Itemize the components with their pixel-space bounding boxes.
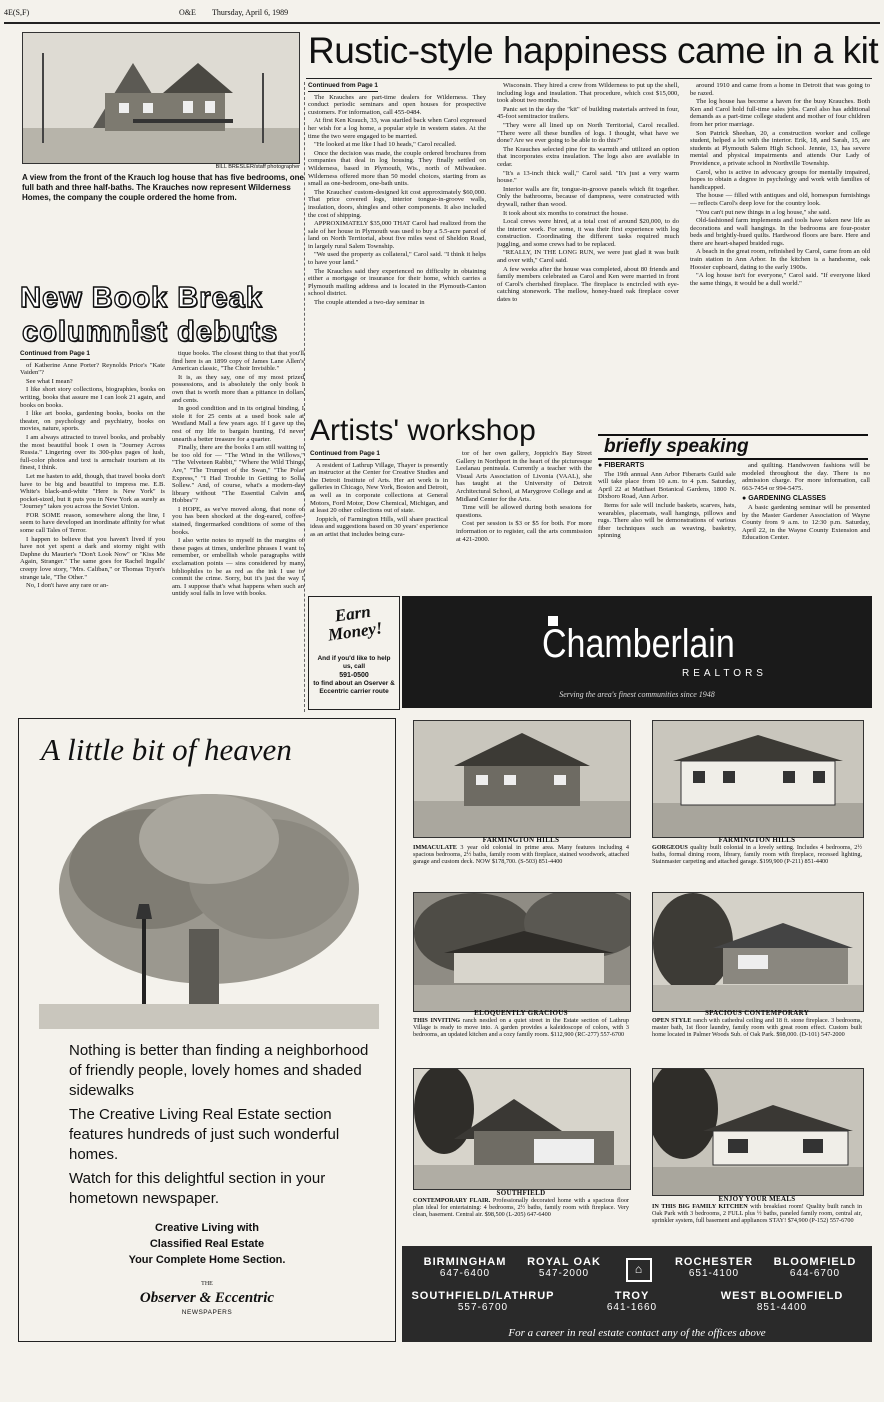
- page-header: [4, 8, 880, 20]
- briefly-col-2: and quilting. Handwoven fashions will be modeled throughout the day. There is no admission charge. For more information, call 663-7454 or 994-5475. ● GARDENING CLASSES A basic gardening seminar will be presented by the Master Gardener Association of Wayne County from 9 a.m. to 12:30 p.m. Saturday, April 22, in the Wayne County Extension and Education Center.: [742, 462, 870, 542]
- continued-label: Continued from Page 1: [308, 82, 378, 92]
- krauch-col-2: Wisconsin. They hired a crew from Wilderness to put up the shell, including logs and insulation. That procedure, which cost $15,000, took about two months. Panic set in the day the "kit" of building materials arrived in four, 45-foot semitractor trailers. "They were all lined up on North Territorial, Carol recalled. "There were all these bundles of logs. I thought, what have we done? Are we ever going to be able to do this?" The Krauches selected pine for its warmth and utilized an option that incorporates extra insulation. The logs also are available in cedar. "It's a 13-inch thick wall," Carol said. "It's just a very warm house." Interior walls are fir, tongue-in-groove panels which fit together. Only the bathrooms, because of dampness, were constructed with drywall, rather than wood. It took about six months to construct the house. Local crews were hired, at a total cost of around $20,000, to do the interior work. For some, it was their first experience with log construction. Coordinating the different tasks required much juggling, and some crews had to be replaced. "REALLY, IN THE LONG RUN, we were just glad it was built and over with," Carol said. A few weeks after the house was completed, about 80 friends and family members celebrated as Carol and Ken were married in front of Carol's cherished fireplace. The fireplace is encircled with eye-catching stonework. The mellow, honey-hued oak fireplace cover dates to: [497, 82, 679, 304]
- heaven-newspapers: NEWSPAPERS: [181, 1309, 233, 1316]
- listing-location: ENJOY YOUR MEALS: [718, 1196, 796, 1203]
- briefly-col-1: ● FIBERARTS The 19th annual Ann Arbor Fiberarts Guild sale will take place from 10 a.m. to 4 p.m. Saturday, April 22 at Matthaei Botanical Gardens, 1800 N. Dixboro Road, Ann Arbor. Items for sale will include baskets, scarves, hats, wearables, placemats, wall hangings, pillows and rugs. There also will be demonstrations of various fiber techniques such as weaving, basketry, spinning: [598, 462, 736, 540]
- heaven-tree-illustration: [39, 779, 379, 1029]
- chamberlain-slogan: Serving the area's finest communities since 1948: [559, 690, 715, 699]
- heaven-tag-2: Classified Real Estate: [149, 1238, 265, 1250]
- office-royal-oak: ROYAL OAK 547-2000: [527, 1256, 601, 1279]
- krauch-photo-caption: A view from the front of the Krauch log house that has five bedrooms, one full bath and three half-baths. The Krauches now represent Wilderness Homes, the company the couple ordered the home from.: [22, 173, 304, 202]
- listing-5: SOUTHFIELD CONTEMPORARY FLAIR. Professionally decorated home with a spacious floor plan ideal for entertaining: 4 bedrooms, 2½ baths, family room with fireplace. Very clean, basement. Central air. $98,500 (L-205) 647-6400: [413, 1190, 629, 1218]
- briefly-title: briefly speaking: [604, 436, 749, 457]
- heaven-para-1: Nothing is better than finding a neighborhood of friendly people, lovely homes and shaded sidewalks: [69, 1042, 369, 1099]
- heaven-the: THE: [201, 1281, 213, 1287]
- listing-photo-4: [652, 892, 864, 1012]
- paper-name: O&E: [179, 8, 196, 17]
- listing-photo-3: [413, 892, 631, 1012]
- heaven-ad: [18, 718, 396, 1342]
- listing-3: ELOQUENTLY GRACIOUS THIS INVITING ranch nestled on a quiet street in the Estate section of Lathrup Village is ready to move into. A garden provides a kaleidoscope of colors, with 3 bedrooms, an updated kitchen and a cozy family room. $112,900 (RC-277) 557-6700: [413, 1010, 629, 1038]
- heaven-tag-1: Creative Living with: [155, 1222, 259, 1234]
- listing-photo-1: [413, 720, 631, 838]
- column-divider: [304, 82, 305, 712]
- krauch-headline-rule: [306, 78, 872, 79]
- book-col-2: tique books. The closest thing to that that you'll find here is an 1899 copy of James Lane Allen's American classic, "The Choir Invisible." It is, as they say, one of my most prized possessions, and is absolutely the only book I own that is worth more than a pittance in dollars and cents. In good condition and in its original binding, I stole it for 25 cents at a used book sale at Westland Mall a few years ago. If I gave up the rest of my life to bargain hunting, I'd never unearth a better treasure for a quarter. Finally, there are the books I am still waiting to be too old for — "The Wind in the Willows," "The Velveteen Rabbit," "Where the Wild Things Are," "The Trumpet of the Swan," "The Polar Express," "I Had Trouble in Getting to Solla Sollew." And, of course, what's a modern-day library without "The Essential Calvin and Hobbes"? I HOPE, as we've moved along, that none of you has been shocked at the dog-eared, coffee-stained, fingermarked conditions of some of the books. I also write notes to myself in the margins of these pages at times, underline phrases I want to remember, or embellish whole paragraphs with exclamation points — sins considered by many bibliophiles to be as red as the ink I use to commit the crime. Sorry, but it's just the way I am. I suppose that's what happens when such an untidy soul falls in love with books.: [172, 350, 304, 598]
- heaven-para-2: The Creative Living Real Estate section features hundreds of just such wonderful homes.: [69, 1106, 340, 1163]
- earn-money-box: Earn Money! And if you'd like to help us, call 591-0500 to find about an Oserver & Eccentric carrier route: [308, 596, 400, 710]
- chamberlain-sub: REALTORS: [682, 668, 767, 679]
- krauch-photo-credit: BILL BRESLER/staff photographer: [215, 164, 300, 170]
- office-birmingham: BIRMINGHAM 647-6400: [423, 1256, 507, 1279]
- office-bloomfield: BLOOMFIELD 644-6700: [773, 1256, 857, 1279]
- page-date: Thursday, April 6, 1989: [212, 8, 289, 17]
- listing-2: FARMINGTON HILLS GORGEOUS quality built colonial in a lovely setting. Includes 4 bedrooms, 2½ baths, formal dining room, library, family room with fireplace, recessed lighting, Stainmaster carpeting and attached garage. $199,900 (P-211) 851-4400: [652, 837, 862, 865]
- listing-location: FARMINGTON HILLS: [482, 837, 560, 844]
- book-headline-2: columnist debuts: [22, 316, 279, 348]
- krauch-col-3: around 1910 and came from a home in Detroit that was going to be razed. The log house has become a haven for the busy Krauches. Both Ken and Carol hold full-time sales jobs. Carol also has additional demands as a part-time college student and mother of four children from her prior marriage. Son Patrick Sheehan, 20, a construction worker and college student, helped a lot with the interior. Erik, 18, and Sarah, 15, are students at Plymouth Salem High School. Jennie, 13, has severe mental and physical impairments and attends Our Lady of Providence, a private school in Northville Township. Carol, who is active in advocacy groups for mentally impaired, hopes to obtain a degree in psychology and work with families of handicapped. The house — filled with antiques and old, homespun furnishings — reflects Carol's deep love for the country look. "You can't put new things in a log house," she said. Old-fashioned farm implements and tools have taken new life as decorations and wall hangings. In the bedrooms are four-poster beds and brightly-hued quilts. Hardwood floors are bare. Here and there are heart-shaped braided rugs. A beach in the great room, refinished by Carol, came from an old train station in Ann Arbor. In the kitchen is a handsome, oak Hoosier cupboard, dating to the early 1900s. "A log house isn't for everyone," Carol said. "If everyone liked the same things, it would be a dull world.": [690, 82, 870, 287]
- book-headline-1: New Book Break: [20, 282, 263, 314]
- equal-housing-icon: ⌂: [626, 1258, 652, 1282]
- heaven-para-3: Watch for this delightful section in your hometown newspaper.: [69, 1170, 326, 1207]
- listing-location: SPACIOUS CONTEMPORARY: [704, 1010, 810, 1017]
- page-number: 4E(S,F): [4, 8, 30, 17]
- chamberlain-footer: For a career in real estate contact any of the offices above: [508, 1327, 766, 1339]
- listing-photo-6: [652, 1068, 864, 1196]
- artists-col-1: Continued from Page 1 A resident of Lathrup Village, Thayer is presently an instructor at the Center for Creative Studies and the Detroit Institute of Arts. Her art work is in galleries in Chicago, New York, Boston and Detroit, as well as in corporate collections at General Motors, Ford Motor, Dow Chemical, Michigan, and at least 20 other collections out of state. Joppich, of Farmington Hills, will share practical ideas and suggestions based on 30 years' experience as an artist that includes being cura-: [310, 450, 448, 538]
- listing-location: ELOQUENTLY GRACIOUS: [474, 1010, 568, 1017]
- briefly-item2-head: GARDENING CLASSES: [748, 495, 826, 503]
- krauch-col-1: Continued from Page 1 The Krauches are part-time dealers for Wilderness. They conduct periodic seminars and open houses for prospective customers. For information, call 455-0484. At first Ken Krauch, 33, was startled back when Carol expressed her wish for a log home, a popular style in western states. At the time the two were engaged to be married. "He looked at me like I had 10 heads," Carol recalled. Once the decision was made, the couple ordered brochures from companies that deal in log housing. They finally settled on Wilderness, based in Plymouth, Wis., north of Milwaukee. Wilderness offered more than 50 model choices, starting from as small as one-bedroom, one-bath units. The Krauches' custom-designed kit cost approximately $60,000. That price covered logs, interior tongue-in-groove walls, insulation, doors, shingles and other components. It also included the cost of shipping. APPROXIMATELY $35,000 THAT Carol had realized from the sale of her house in Plymouth was used to buy a 5.5-acre parcel of land on North Territorial, about five miles west of Sheldon Road, in largely rural Salem Township. "We used the property as collateral," Carol said. "I think it helps to have your land." The Krauches said they experienced no difficulty in obtaining either a mortgage or insurance for their home, which carries a Plymouth mailing address and is located in the Plymouth-Canton school district. The couple attended a two-day seminar in: [308, 82, 486, 307]
- listing-location: SOUTHFIELD: [496, 1190, 546, 1197]
- book-col-1: Continued from Page 1 of Katherine Anne Porter? Reynolds Price's "Kate Vaiden"? See what I mean? I like short story collections, biographies, books on writing, books that assure me I can look 21 again, and books on books. I like art books, gardening books, books on the theater, on psychology and psychiatry, books on movies, nature, sports. I am always attracted to travel books, and probably the most beautiful book I own is "Journey Across Russia." Lingering over its 300-plus pages of lush, full-color photos and text is armchair tourism at its finest, I think. Let me hasten to add, though, that travel books don't have to be big and beautiful to impress me. E.B. White's black-and-white "Here is New York" is pocket-sized, but it puts you in New York as surely as "Journey" takes you across the Soviet Union. FOR SOME reason, somewhere along the line, I seem to have developed an inordinate affinity for what some call Tales of Terror. I happen to believe that you haven't lived if you have not yet spent a dark and stormy night with Daphne du Maurier's "Don't Look Now" or "Kiss Me Again, Stranger." The same goes for Rachel Ingalls' creepy love story, "Mrs. Caliban," or Thomas Tryon's strange tale, "The Other." No, I don't have any rare or an-: [20, 350, 165, 590]
- listing-photo-5: [413, 1068, 631, 1190]
- listing-4: SPACIOUS CONTEMPORARY OPEN STYLE ranch with cathedral ceiling and 18 ft. stone fireplace. 3 bedrooms, master bath, 1st floor laundry, family room with great room effect. Custom built home located in Palmer Woods Sub. of Oak Park. $98,000. (D-101) 547-2000: [652, 1010, 862, 1038]
- krauch-house-photo: [22, 32, 300, 164]
- krauch-headline: Rustic-style happiness came in a kit: [308, 30, 879, 71]
- office-southfield-lathrup: SOUTHFIELD/LATHRUP 557-6700: [411, 1290, 555, 1313]
- earn-phone: 591-0500: [339, 672, 369, 679]
- chamberlain-name: Chamberlain: [542, 622, 735, 666]
- office-west-bloomfield: WEST BLOOMFIELD 851-4400: [720, 1290, 844, 1313]
- chamberlain-offices: [402, 1246, 872, 1342]
- artists-headline: Artists' workshop: [310, 414, 536, 447]
- listing-6: ENJOY YOUR MEALS IN THIS BIG FAMILY KITCHEN with breakfast room! Quality built ranch in Oak Park with 3 bedrooms, 2 FULL plus ½ baths, paneled family room, central air, sprinkler system, full basement and appliances STAY! $74,900 (P-152) 557-6700: [652, 1196, 862, 1224]
- listing-location: FARMINGTON HILLS: [718, 837, 796, 844]
- heaven-tag-3: Your Complete Home Section.: [128, 1254, 286, 1266]
- office-rochester: ROCHESTER 651-4100: [674, 1256, 754, 1279]
- artists-col-2: tor of her own gallery, Joppich's Bay Street Gallery in Northport in the heart of the picturesque Leelanau peninsula. Currently a teacher with the Visual Arts Association of Livonia (VAAL), she has taught at the University of Detroit Architectural School, at Marygrove College and at Midland Center for the Arts. Time will be allowed during both sessions for questions. Cost per session is $3 or $5 for both. For more information or to register, call the arts commission at 421-2000.: [456, 450, 592, 543]
- briefly-item1-head: FIBERARTS: [604, 462, 645, 469]
- heaven-masthead: Observer & Eccentric: [139, 1290, 275, 1306]
- header-rule: [4, 22, 880, 24]
- listing-1: FARMINGTON HILLS IMMACULATE 3 year old colonial in prime area. Many features including 4 spacious bedrooms, 2½ baths, family room with fireplace, stained woodwork, attached garage and custom deck. NOW $178,700. (S-503) 851-4400: [413, 837, 629, 865]
- heaven-title: A little bit of heaven: [41, 732, 292, 767]
- office-troy: TROY 641-1660: [606, 1290, 658, 1313]
- earn-money-script: Earn Money!: [326, 601, 384, 645]
- briefly-title-box: [598, 434, 868, 460]
- listing-photo-2: [652, 720, 864, 838]
- chamberlain-banner: [402, 596, 872, 708]
